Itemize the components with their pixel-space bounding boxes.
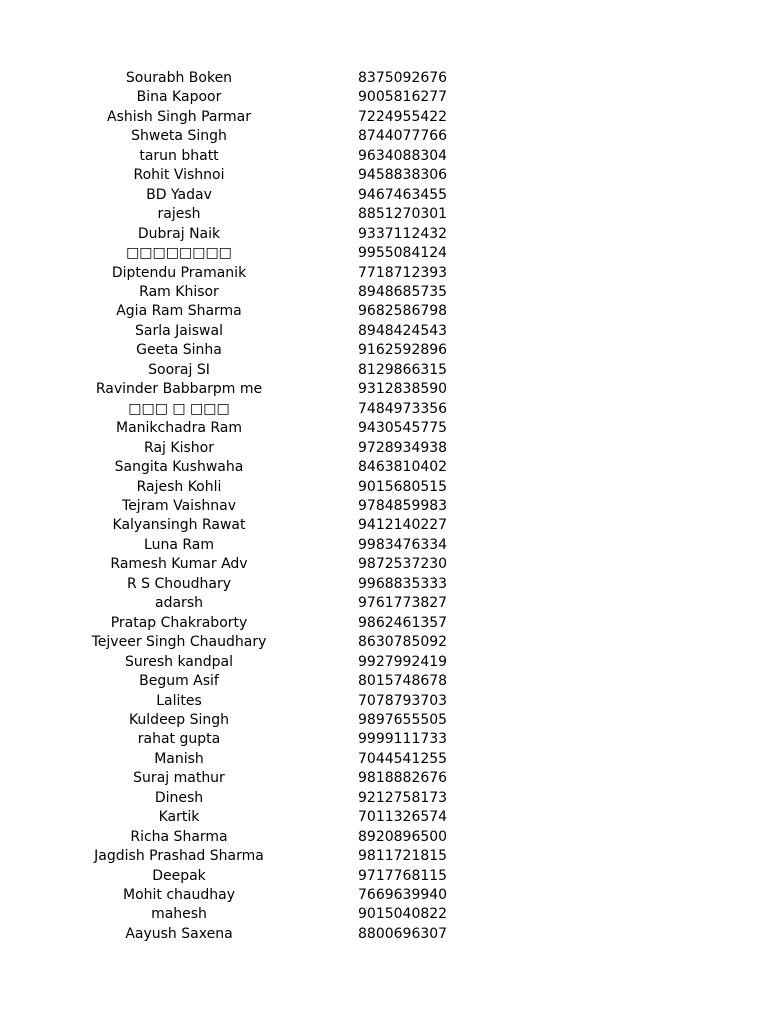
contact-phone: 9337112432 [358,225,448,242]
contact-phone: 9430545775 [358,420,448,437]
table-row [0,536,478,555]
contact-phone: 8015748678 [358,673,448,690]
table-row [0,302,478,321]
contact-phone: 8948424543 [358,322,448,339]
contact-phone: 8851270301 [358,206,448,223]
contact-name: Sarla Jaiswal [135,322,223,339]
table-row [0,497,478,516]
contact-phone: 9412140227 [358,517,448,534]
table-row [0,264,478,283]
contact-phone: 8948685735 [358,283,448,300]
table-row [0,828,478,847]
contact-phone: 9005816277 [358,89,448,106]
table-row [0,127,478,146]
table-row [0,516,478,535]
contact-name: Rajesh Kohli [136,478,222,495]
contact-phone: 7484973356 [358,400,448,417]
contact-name: □□□ □ □□□ [128,400,230,417]
contact-phone: 9862461357 [358,614,448,631]
contact-phone: 8920896500 [358,828,448,845]
table-row [0,555,478,574]
table-row [0,380,478,399]
contact-phone: 9897655505 [358,711,448,728]
contact-phone: 7044541255 [358,750,448,767]
contact-phone: 9682586798 [358,303,448,320]
contact-phone: 9717768115 [358,867,448,884]
table-row [0,769,478,788]
contact-phone: 8630785092 [358,634,448,651]
contact-name: Dinesh [154,789,204,806]
table-row [0,244,478,263]
contact-phone: 7718712393 [358,264,448,281]
contact-phone: 8744077766 [358,128,448,145]
table-row [0,750,478,769]
table-row [0,361,478,380]
table-row [0,439,478,458]
table-row [0,925,478,944]
contact-name: Luna Ram [144,536,214,553]
contact-phone: 9927992419 [358,653,448,670]
contact-phone: 7669639940 [358,887,448,904]
contact-phone: 8463810402 [358,459,448,476]
table-row [0,69,478,88]
contact-name: Mohit chaudhay [123,887,235,904]
contact-name: mahesh [151,906,207,923]
contact-phone: 9872537230 [358,556,448,573]
table-row [0,205,478,224]
table-row [0,478,478,497]
contact-phone: 9162592896 [358,342,448,359]
table-row [0,614,478,633]
contact-name: Begum Asif [139,673,219,690]
contact-name: Richa Sharma [130,828,228,845]
contact-phone: 9212758173 [358,789,448,806]
table-row [0,692,478,711]
contact-phone: 9784859983 [358,497,448,514]
table-row [0,283,478,302]
table-row [0,88,478,107]
table-row [0,575,478,594]
contact-name: BD Yadav [146,186,212,203]
contact-phone: 9818882676 [358,770,448,787]
contact-name: R S Choudhary [127,575,231,592]
table-row [0,905,478,924]
contact-name: Aayush Saxena [125,925,233,942]
contact-table [0,69,478,944]
table-row [0,322,478,341]
contact-name: Kalyansingh Rawat [112,517,246,534]
contact-phone: 9968835333 [358,575,448,592]
contact-phone: 8375092676 [358,70,448,86]
table-row [0,147,478,166]
contact-name: Pratap Chakraborty [110,614,248,631]
contact-name: Sangita Kushwaha [114,459,244,476]
contact-name: Ravinder Babbarpm me [95,381,263,398]
contact-phone: 9983476334 [358,536,448,553]
table-row [0,166,478,185]
contact-name: Tejram Vaishnav [122,497,236,514]
contact-name: Suresh kandpal [125,653,233,670]
contact-name: □□□□□□□□ [126,245,232,262]
contact-phone: 7011326574 [358,809,448,826]
contact-name: Agia Ram Sharma [116,303,242,320]
contact-name: Deepak [152,867,206,884]
table-row [0,594,478,613]
contact-rows [0,69,478,944]
contact-name: Dubraj Naik [137,225,221,242]
contact-name: Diptendu Pramanik [111,264,247,281]
table-row [0,886,478,905]
table-row [0,341,478,360]
contact-name: Ram Khisor [139,283,219,300]
table-row [0,730,478,749]
table-row [0,672,478,691]
contact-phone: 8800696307 [358,925,448,942]
contact-phone: 9015680515 [358,478,448,495]
contact-name: rajesh [157,206,201,223]
contact-name: Manish [154,750,204,767]
contact-name: Sourabh Boken [125,70,233,86]
contact-name: Kartik [158,809,200,826]
contact-phone: 9811721815 [358,848,448,865]
contact-phone: 9467463455 [358,186,448,203]
table-row [0,633,478,652]
table-row [0,808,478,827]
contact-phone: 7078793703 [358,692,448,709]
table-row [0,789,478,808]
contact-name: tarun bhatt [139,147,219,164]
table-row [0,225,478,244]
table-row [0,867,478,886]
contact-name: Geeta Sinha [136,342,222,359]
table-row [0,186,478,205]
contact-phone: 9458838306 [358,167,448,184]
table-row [0,108,478,127]
contact-name: Ashish Singh Parmar [107,108,251,125]
contact-phone: 9761773827 [358,595,448,612]
contact-phone: 9955084124 [358,245,448,262]
contact-name: Lalites [156,692,202,709]
contact-phone: 9015040822 [358,906,448,923]
contact-name: adarsh [155,595,203,612]
table-row [0,711,478,730]
contact-name: Bina Kapoor [136,89,222,106]
contact-name: Shweta Singh [131,128,227,145]
contact-name: Ramesh Kumar Adv [110,556,248,573]
contact-name: Rohit Vishnoi [133,167,225,184]
contact-name: Kuldeep Singh [128,711,230,728]
contact-name: Jagdish Prashad Sharma [94,848,264,865]
contact-phone: 9312838590 [358,381,448,398]
table-row [0,847,478,866]
contact-phone: 9999111733 [358,731,448,748]
contact-name: Raj Kishor [144,439,214,456]
table-row [0,419,478,438]
table-row [0,458,478,477]
contact-phone: 9728934938 [358,439,448,456]
contact-name: Tejveer Singh Chaudhary [91,634,267,651]
contact-name: Sooraj SI [148,361,210,378]
table-row [0,400,478,419]
contact-name: Suraj mathur [133,770,225,787]
contact-phone: 7224955422 [358,108,448,125]
table-row [0,653,478,672]
contact-phone: 8129866315 [358,361,448,378]
contact-name: rahat gupta [137,731,221,748]
contact-phone: 9634088304 [358,147,448,164]
contact-name: Manikchadra Ram [116,420,242,437]
